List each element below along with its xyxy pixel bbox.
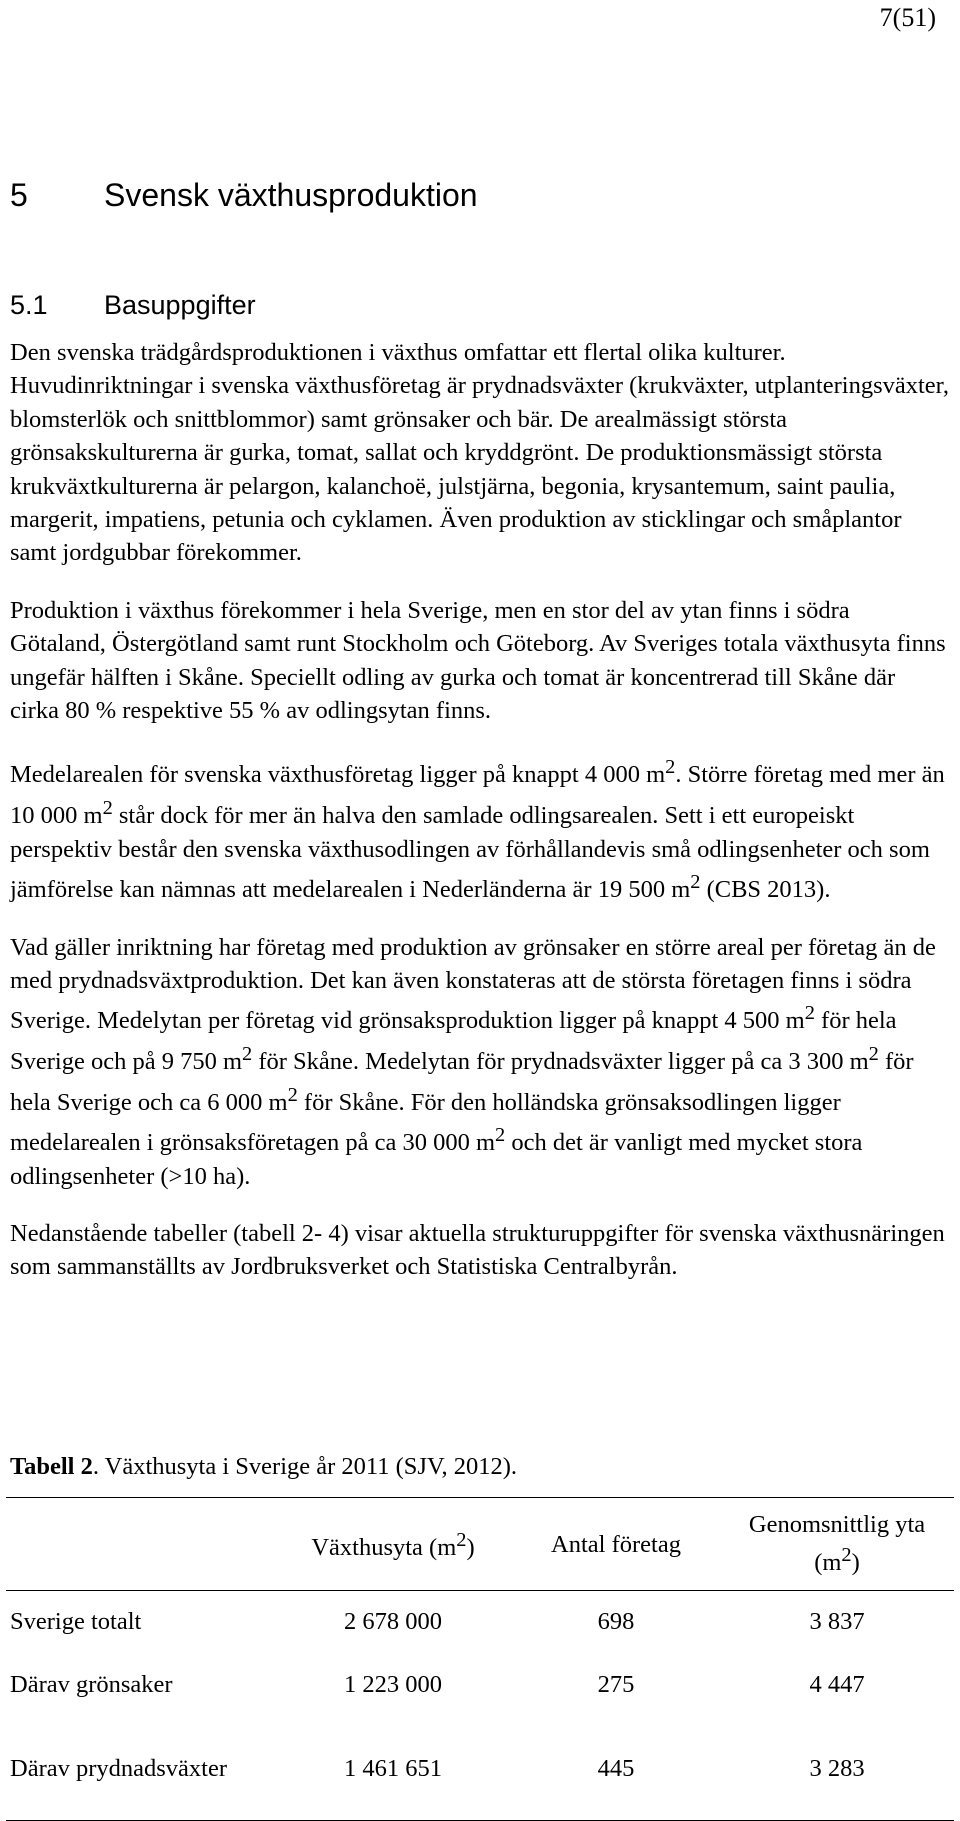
chapter-title: Svensk växthusproduktion xyxy=(104,177,478,213)
cell-area: 1 461 651 xyxy=(274,1717,512,1821)
chapter-number: 5 xyxy=(10,177,28,213)
section-heading xyxy=(10,289,256,321)
row-label: Därav prydnadsväxter xyxy=(6,1717,274,1821)
row-label: Sverige totalt xyxy=(10,1608,142,1636)
page-number: 7(51) xyxy=(879,3,936,32)
header-area: Växthusyta $(m^2)$ xyxy=(274,1498,512,1591)
paragraph-3: Medelarealen för svenska växthusföretag ligger på knappt 4 000 $m^2$. Större företag med mer än 10 000 $m^2$ står dock för mer än halva den samlade odlingsarealen. Sett i ett europeiskt perspektiv består den svenska växthusodlingen av förhållandevis små odlingsenheter och som jämförelse kan nämnas att medelarealen i Nederländerna är 19 500 $m^2$ (CBS 2013). xyxy=(10,756,945,904)
paragraph-4: Vad gäller inriktning har företag med produktion av grönsaker en större areal per företag än de med prydnadsväxtproduktion. Det kan även konstateras att de största företagen finns i södra Sverige. Medelytan per företag vid grönsaksproduktion ligger på knappt 4 500 $m^2$ för hela Sverige och på 9 750 $m^2$ för Skåne. Medelytan för prydnadsväxter ligger på ca 3 300 $m^2$ för hela Sverige och ca 6 000 $m^2$ för Skåne. För den holländska grönsaksodlingen ligger medelarealen i grönsaksföretagen på ca 30 000 $m^2$ och det är vanligt med mycket stora odlingsenheter (>10 ha). xyxy=(10,933,936,1190)
cell-average: 3 283 xyxy=(720,1717,954,1821)
header-firms: Antal företag xyxy=(512,1498,720,1591)
cell-average: 4 447 xyxy=(809,1671,865,1698)
cell-area: 1 223 000 xyxy=(344,1671,442,1698)
table-row xyxy=(6,1717,954,1821)
table-row xyxy=(6,1653,954,1717)
cell-average: 3 837 xyxy=(809,1608,865,1636)
greenhouse-area-table xyxy=(6,1497,954,1821)
section-title: Basuppgifter xyxy=(104,290,256,320)
cell-firms: 275 xyxy=(597,1671,635,1698)
table-row xyxy=(6,1591,954,1653)
table-header-row xyxy=(6,1498,954,1591)
paragraph-5: Nedanstående tabeller (tabell 2- 4) visar aktuella strukturuppgifter för svenska växthusnäringen som sammanställts av Jordbruksverket och Statistiska Centralbyrån. xyxy=(10,1220,945,1281)
table-caption-text: . Växthusyta i Sverige år 2011 (SJV, 2012). xyxy=(92,1453,518,1480)
chapter-heading xyxy=(10,176,478,214)
row-label: Därav grönsaker xyxy=(10,1671,173,1698)
table-caption xyxy=(10,1451,517,1483)
section-number: 5.1 xyxy=(10,290,48,320)
header-empty xyxy=(6,1498,274,1591)
paragraph-1: Den svenska trädgårdsproduktionen i växthus omfattar ett flertal olika kulturer. Huvudinriktningar i svenska växthusföretag är prydnadsväxter (krukväxter, utplanteringsväxter, blomsterlök och snittblommor) samt grönsaker och bär. De arealmässigt största grönsakskulturerna är gurka, tomat, sallat och kryddgrönt. De produktionsmässigt största krukväxtkulturerna är pelargon, kalanchoë, julstjärna, begonia, krysantemum, saint paulia, margerit, impatiens, petunia och cyklamen. Även produktion av sticklingar och småplantor samt jordgubbar förekommer. xyxy=(10,339,949,567)
paragraph-2: Produktion i växthus förekommer i hela Sverige, men en stor del av ytan finns i södra Götaland, Östergötland samt runt Stockholm och Göteborg. Av Sveriges totala växthusyta finns ungefär hälften i Skåne. Speciellt odling av gurka och tomat är koncentrerad till Skåne där cirka 80 % respektive 55 % av odlingsytan finns. xyxy=(10,596,946,725)
cell-firms: 698 xyxy=(597,1608,635,1636)
body-text xyxy=(10,336,950,1308)
header-average-area: Genomsnittlig yta $(m^2)$ xyxy=(720,1498,954,1591)
cell-area: 2 678 000 xyxy=(344,1608,442,1636)
cell-firms: 445 xyxy=(512,1717,720,1821)
table-caption-label: Tabell 2 xyxy=(10,1453,93,1480)
